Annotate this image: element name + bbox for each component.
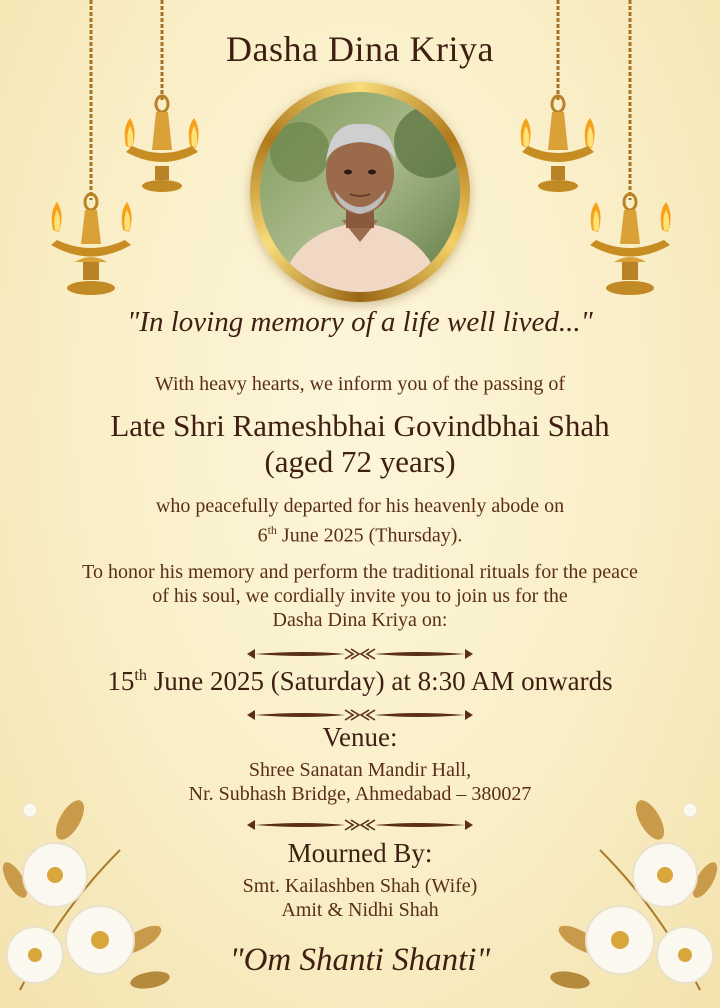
invitation-line-2: of his soul, we cordially invite you to join us for the [152,585,568,607]
mourner-line-1: Smt. Kailashben Shah (Wife) [242,875,478,897]
flower-cluster-icon-right [530,790,720,1008]
intro-text: With heavy hearts, we inform you of the passing of [154,373,566,395]
mourner-line-2: Amit & Nidhi Shah [281,899,439,921]
event-date: 15th June 2025 (Saturday) at 8:30 AM onwards [107,666,613,696]
memorial-quote: "In loving memory of a life well lived..." [127,306,593,338]
ornamental-divider [245,708,475,722]
venue-heading: Venue: [322,722,398,752]
venue-line-1: Shree Sanatan Mandir Hall, [248,759,472,781]
ornamental-divider [245,818,475,832]
deceased-name-line: Late Shri Rameshbhai Govindbhai Shah [110,408,610,443]
flower-cluster-icon-left [0,790,190,1008]
invitation-line-3: Dasha Dina Kriya on: [272,609,448,631]
portrait-photo [260,92,460,292]
page-title: Dasha Dina Kriya [226,29,494,69]
closing-prayer: "Om Shanti Shanti" [229,942,491,978]
invitation-text [0,560,720,632]
venue-line-2: Nr. Subhash Bridge, Ahmedabad – 380027 [188,783,532,805]
departed-line: who peacefully departed for his heavenly abode on [155,495,565,517]
deceased-name [0,408,720,480]
departed-date: 6th June 2025 (Thursday). [257,523,463,547]
invitation-line-1: To honor his memory and perform the traditional rituals for the peace [82,561,638,583]
deceased-age-line: (aged 72 years) [264,444,456,479]
mourned-by-heading: Mourned By: [287,838,433,868]
ornamental-divider [245,647,475,661]
portrait-frame [250,82,470,302]
departed-text [0,494,720,548]
